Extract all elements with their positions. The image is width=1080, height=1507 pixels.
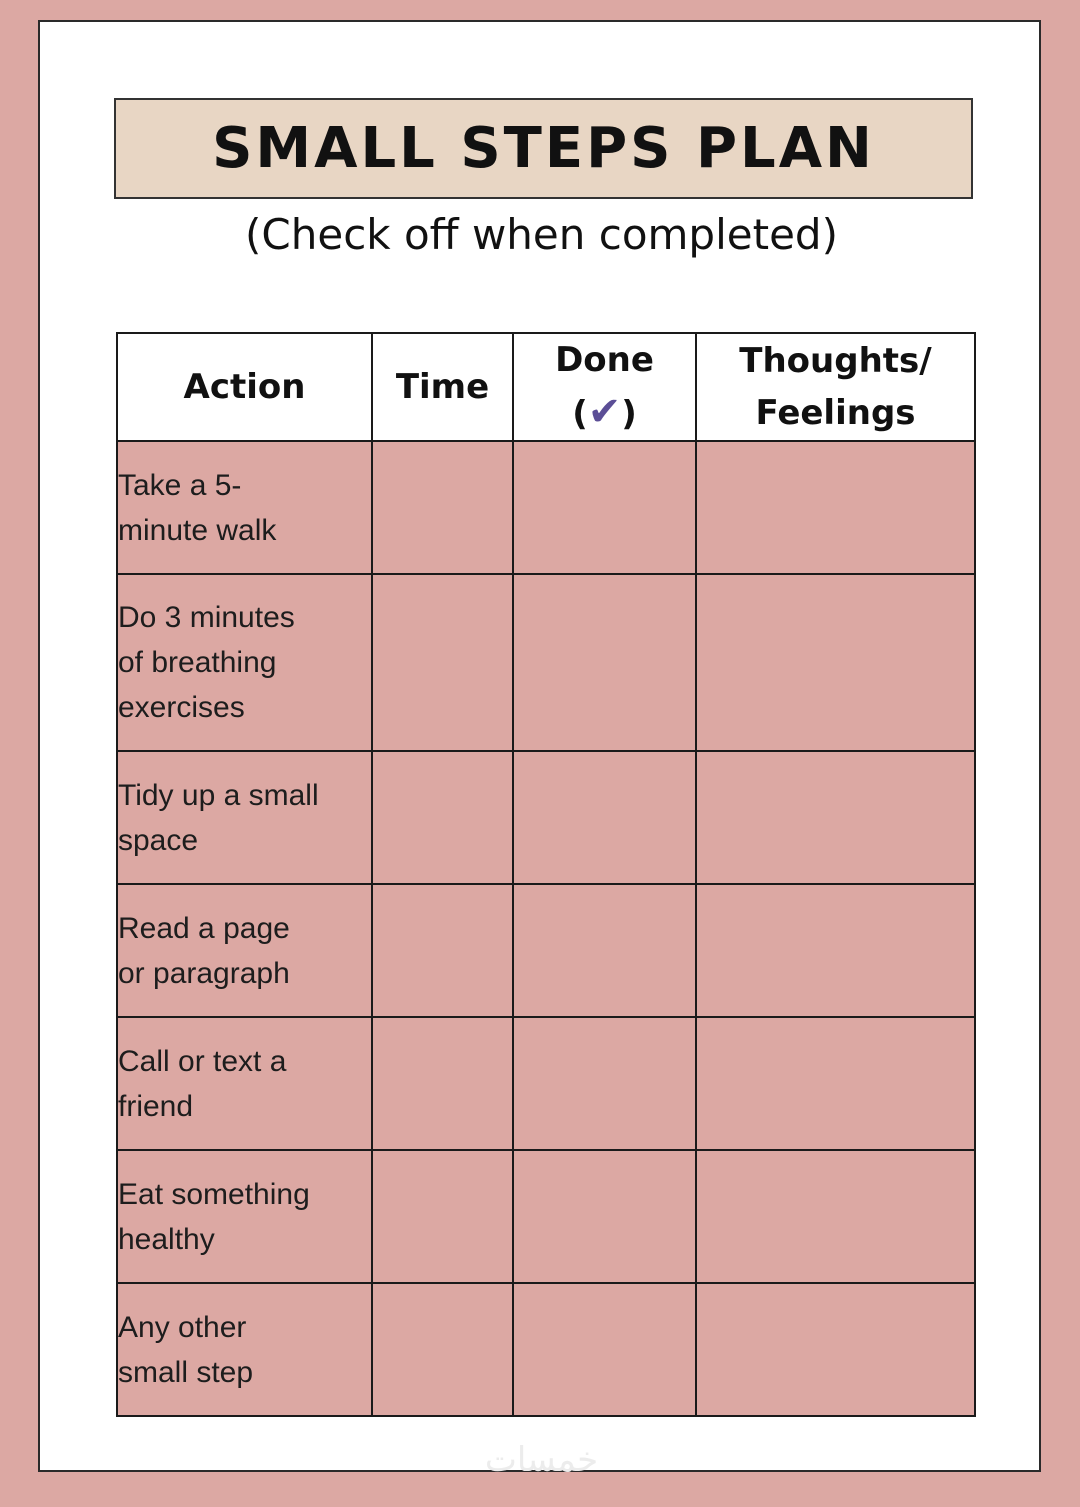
- table-row: [117, 884, 975, 1017]
- action-cell: [117, 751, 372, 884]
- header-done: [513, 333, 696, 441]
- watermark: خمسات: [484, 1440, 599, 1480]
- header-thoughts-line2: Feelings: [755, 393, 916, 433]
- header-action: Action: [117, 333, 372, 441]
- action-line: Call or text a: [118, 1044, 287, 1078]
- action-cell: [117, 1283, 372, 1416]
- time-cell[interactable]: [372, 1283, 513, 1416]
- action-line: Any other: [118, 1310, 247, 1344]
- time-cell[interactable]: [372, 574, 513, 751]
- action-line: Eat something: [118, 1177, 310, 1211]
- table-row: [117, 1283, 975, 1416]
- table-row: [117, 1150, 975, 1283]
- time-cell[interactable]: [372, 1017, 513, 1150]
- action-line: healthy: [118, 1222, 215, 1256]
- header-done-label: Done: [555, 340, 654, 380]
- thoughts-cell[interactable]: [696, 574, 975, 751]
- worksheet-page: [38, 20, 1041, 1480]
- page-title: SMALL STEPS PLAN: [212, 116, 875, 181]
- action-line: minute walk: [118, 513, 277, 547]
- header-thoughts-line1: Thoughts/: [739, 341, 932, 381]
- thoughts-cell[interactable]: [696, 751, 975, 884]
- page-subtitle: (Check off when completed): [245, 210, 838, 259]
- action-cell: [117, 574, 372, 751]
- header-done-check-line: [514, 386, 695, 440]
- thoughts-cell[interactable]: [696, 1017, 975, 1150]
- steps-table: [116, 332, 976, 1417]
- action-cell: [117, 884, 372, 1017]
- table-row: [117, 1017, 975, 1150]
- time-cell[interactable]: [372, 884, 513, 1017]
- action-line: friend: [118, 1089, 194, 1123]
- done-cell[interactable]: [513, 751, 696, 884]
- time-cell[interactable]: [372, 441, 513, 574]
- thoughts-cell[interactable]: [696, 884, 975, 1017]
- action-line: exercises: [118, 691, 245, 724]
- time-cell[interactable]: [372, 751, 513, 884]
- paren-open: (: [572, 394, 588, 434]
- done-cell[interactable]: [513, 1283, 696, 1416]
- thoughts-cell[interactable]: [696, 1150, 975, 1283]
- action-line: Take a 5-: [118, 468, 242, 502]
- done-cell[interactable]: [513, 1150, 696, 1283]
- paren-close: ): [621, 394, 637, 434]
- action-line: Tidy up a small: [118, 778, 319, 812]
- done-cell[interactable]: [513, 1017, 696, 1150]
- action-line: Read a page: [118, 911, 290, 945]
- check-icon: ✔: [587, 389, 622, 435]
- action-line: Do 3 minutes: [118, 601, 295, 634]
- title-banner: [114, 98, 973, 199]
- thoughts-cell[interactable]: [696, 441, 975, 574]
- action-cell: [117, 1150, 372, 1283]
- table-row: [117, 574, 975, 751]
- thoughts-cell[interactable]: [696, 1283, 975, 1416]
- table-header-row: [117, 333, 975, 441]
- action-line: of breathing: [118, 646, 277, 679]
- action-line: space: [118, 823, 199, 857]
- action-line: or paragraph: [118, 956, 290, 990]
- done-cell[interactable]: [513, 884, 696, 1017]
- table-row: [117, 751, 975, 884]
- time-cell[interactable]: [372, 1150, 513, 1283]
- header-thoughts-feelings: [696, 333, 975, 441]
- table-row: [117, 441, 975, 574]
- header-time: Time: [372, 333, 513, 441]
- done-cell[interactable]: [513, 441, 696, 574]
- action-cell: [117, 1017, 372, 1150]
- done-cell[interactable]: [513, 574, 696, 751]
- action-line: small step: [118, 1355, 254, 1389]
- action-cell: [117, 441, 372, 574]
